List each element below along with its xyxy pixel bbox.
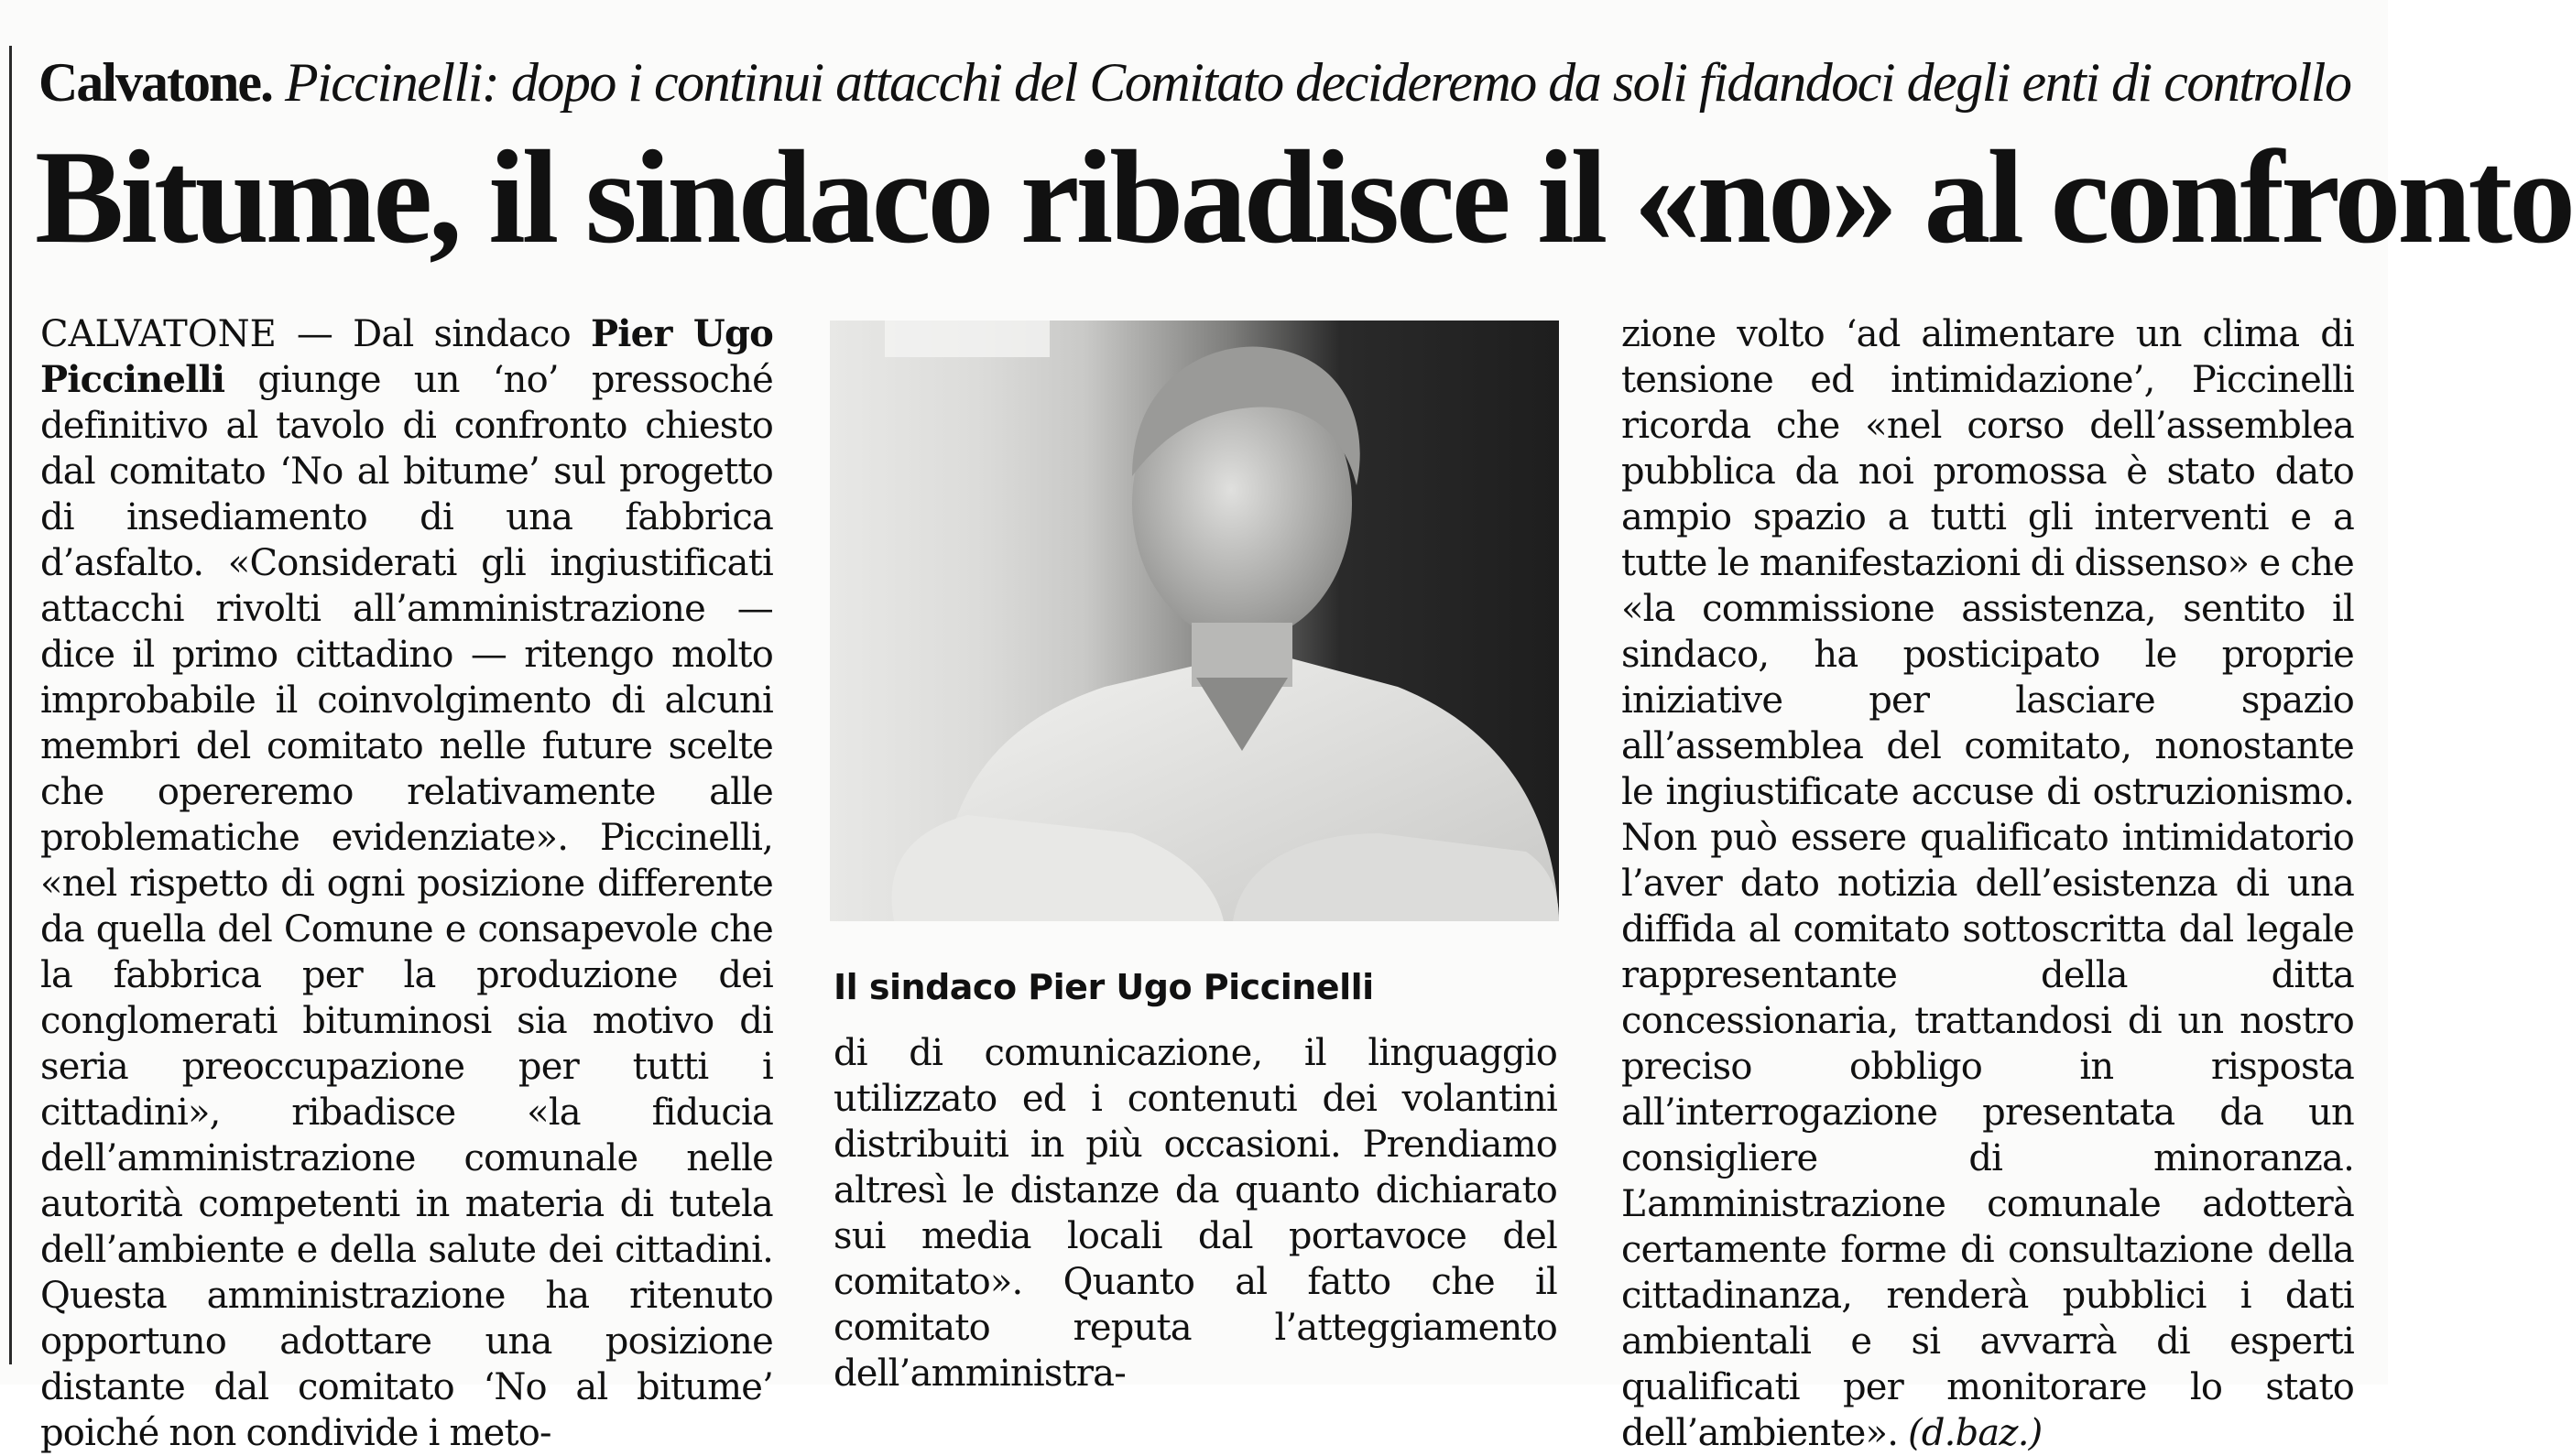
kicker xyxy=(38,46,2365,119)
kicker-subtitle: Piccinelli: dopo i continui attacchi del Comitato decideremo da soli fidandoci degli enti di controllo xyxy=(284,52,2351,113)
photo-illustration xyxy=(830,321,1559,921)
kicker-place: Calvatone. xyxy=(38,52,272,113)
photo-caption: Il sindaco Pier Ugo Piccinelli xyxy=(834,967,1374,1007)
dateline-dash: — Dal sindaco xyxy=(276,313,591,355)
column-3-text: zione volto ‘ad alimentare un clima di tensione ed intimidazione’, Piccinelli ricorda che «nel corso dell’assemblea pubblica da noi promossa è stato dato ampio spazio a tutti gli interventi e a tutte le manifestazioni di dissenso» e che «la commissione assistenza, sentito il sindaco, ha posticipato le proprie iniziative per lasciare spazio all’assemblea del comitato, nonostante le ingiustificate accuse di ostruzionismo. Non può essere qualificato intimidatorio l’aver dato notizia dell’esistenza di una diffida al comitato sottoscritta dal legale rappresentante della ditta concessionaria, trattandosi di un nostro preciso obbligo in risposta all’interrogazione presentata da un consigliere di minoranza. L’amministrazione comunale adotterà certamente forme di consultazione della cittadinanza, renderà pubblici i dati ambientali e si avvarrà di esperti qualificati per monitorare lo stato dell’ambiente». xyxy=(1621,313,2354,1454)
dateline: CALVATONE xyxy=(40,313,277,355)
mayor-name: Pier Ugo Piccinelli xyxy=(40,312,773,401)
column-rule xyxy=(9,46,12,1364)
article-column-3 xyxy=(1621,311,2354,1454)
article-column-2 xyxy=(834,1030,1557,1395)
mayor-photo xyxy=(830,321,1559,921)
column-1-text: giunge un ‘no’ pressoché definitivo al tavolo di confronto chiesto dal comitato ‘No al bitume’ sul progetto di insediamento di una fabbrica d’asfalto. «Considerati gli ingiustificati attacchi rivolti all’amministrazione — dice il primo cittadino — ritengo molto improbabile il coinvolgimento di alcuni membri del comitato nelle future scelte che opereremo relativamente alle problematiche evidenziate». Piccinelli, «nel rispetto di ogni posizione differente da quella del Comune e consapevole che la fabbrica per la produzione dei conglomerati bituminosi sia motivo di seria preoccupazione per tutti i cittadini», ribadisce «la fiducia dell’amministrazione comunale nelle autorità competenti in materia di tutela dell’ambiente e della salute dei cittadini. Questa amministrazione ha ritenuto opportuno adottare una posizione distante dal comitato ‘No al bitume’ poiché non condivide i meto- xyxy=(40,359,773,1454)
article-column-1 xyxy=(40,311,773,1454)
column-2-text: di di comunicazione, il linguaggio utilizzato ed i contenuti dei volantini distribuiti in più occasioni. Prendiamo altresì le distanze da quanto dichiarato sui media locali dal portavoce del comitato». Quanto al fatto che il comitato reputa l’atteggiamento dell’amministra- xyxy=(834,1032,1557,1395)
author-signature: (d.baz.) xyxy=(1908,1412,2043,1454)
headline: Bitume, il sindaco ribadisce il «no» al confronto xyxy=(35,123,2572,271)
